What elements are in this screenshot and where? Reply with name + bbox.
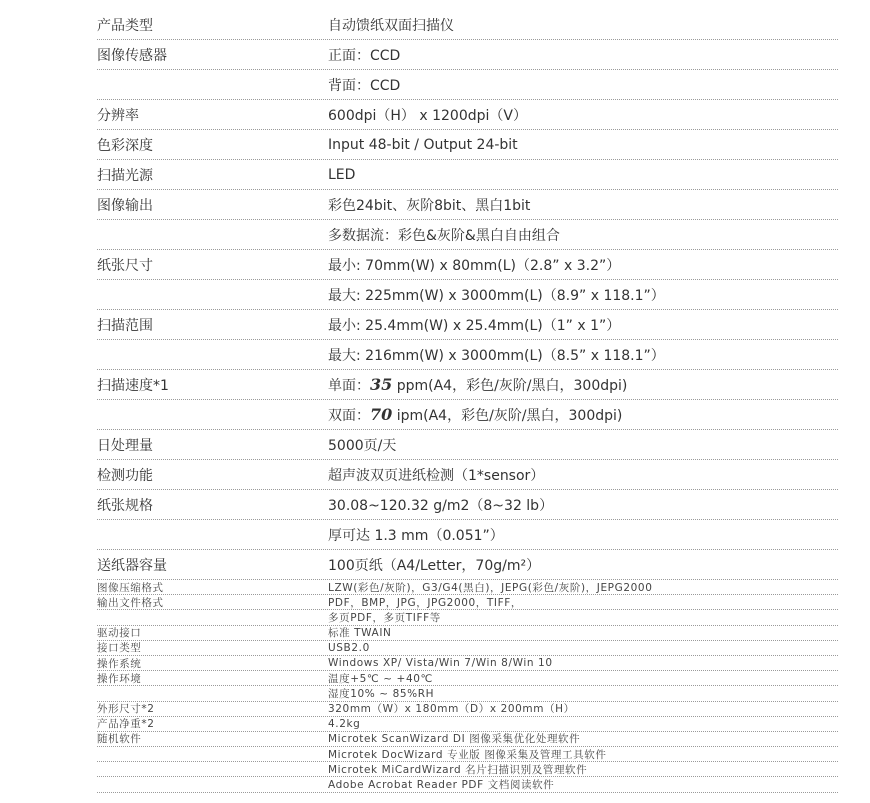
spec-row-small [97,641,838,656]
spec-value: 超声波双页进纸检测（1*sensor） [328,467,545,484]
spec-label: 日处理量 [97,437,153,454]
speed-prefix: 单面： [328,377,370,394]
spec-row [97,430,838,460]
spec-label: 随机软件 [97,733,142,746]
spec-value: 背面：CCD [328,77,401,94]
spec-value: PDF，BMP，JPG，JPG2000，TIFF， [328,596,522,609]
spec-row [97,220,838,250]
spec-label: 图像输出 [97,197,153,214]
spec-row-small [97,580,838,595]
spec-value: LED [328,166,356,183]
spec-row [97,130,838,160]
spec-label: 外形尺寸*2 [97,703,155,716]
spec-row [97,10,838,40]
spec-value: 320mm（W）x 180mm（D）x 200mm（H） [328,703,575,716]
spec-value: 最小: 70mm(W) x 80mm(L)（2.8” x 3.2”） [328,257,621,274]
spec-row-small [97,671,838,686]
spec-value: 厚可达 1.3 mm（0.051”） [328,527,504,544]
spec-label: 扫描范围 [97,317,153,334]
speed-suffix: ipm(A4，彩色/灰阶/黑白，300dpi) [392,407,623,424]
spec-value: Microtek DocWizard 专业版 图像采集及管理工具软件 [328,748,607,761]
spec-value: Input 48-bit / Output 24-bit [328,136,518,153]
spec-value: USB2.0 [328,641,370,654]
spec-label: 送纸器容量 [97,557,167,574]
spec-value: LZW(彩色/灰阶)，G3/G4(黑白)，JEPG(彩色/灰阶)，JEPG2000 [328,581,653,594]
spec-label: 产品净重*2 [97,718,155,731]
spec-value: 标准 TWAIN [328,627,392,640]
spec-value: Microtek MiCardWizard 名片扫描识别及管理软件 [328,763,588,776]
spec-label: 扫描速度*1 [97,377,169,394]
spec-row [97,190,838,220]
spec-label: 检测功能 [97,467,153,484]
speed-suffix: ppm(A4，彩色/灰阶/黑白，300dpi) [392,377,628,394]
spec-row [97,310,838,340]
spec-value: 彩色24bit、灰阶8bit、黑白1bit [328,197,531,214]
spec-label: 扫描光源 [97,167,153,184]
spec-label: 操作系统 [97,657,142,670]
spec-row-small [97,686,838,701]
spec-row [97,460,838,490]
spec-label: 输出文件格式 [97,596,164,609]
spec-row [97,340,838,370]
spec-row [97,40,838,70]
spec-row [97,250,838,280]
spec-label: 图像传感器 [97,47,167,64]
spec-value: 30.08~120.32 g/m2（8~32 lb） [328,497,554,514]
spec-label: 操作环境 [97,672,142,685]
spec-row-small [97,777,838,792]
spec-row-small [97,656,838,671]
spec-label: 驱动接口 [97,627,142,640]
spec-value: 多数据流：彩色&灰阶&黑白自由组合 [328,227,560,244]
spec-value: 4.2kg [328,717,361,730]
spec-label: 接口类型 [97,642,142,655]
spec-row [97,70,838,100]
spec-value: 温度+5℃ ~ +40℃ [328,672,433,685]
spec-value: 600dpi（H） x 1200dpi（V） [328,107,527,124]
spec-value: Adobe Acrobat Reader PDF 文档阅读软件 [328,779,555,792]
spec-row-small [97,732,838,747]
spec-row-small [97,595,838,610]
spec-value: 自动馈纸双面扫描仪 [328,17,454,34]
spec-row [97,160,838,190]
spec-value: 5000页/天 [328,437,397,454]
spec-value: 多页PDF，多页TIFF等 [328,611,441,624]
spec-value: 最大: 216mm(W) x 3000mm(L)（8.5” x 118.1”） [328,347,665,364]
speed-number: 70 [370,404,393,424]
spec-label: 纸张规格 [97,497,153,514]
spec-value [328,405,838,425]
spec-row [97,370,838,400]
spec-row [97,490,838,520]
spec-row [97,400,838,430]
spec-row-small [97,626,838,641]
spec-label: 纸张尺寸 [97,257,153,274]
spec-table [97,10,838,793]
spec-value [328,375,838,395]
spec-value: 正面：CCD [328,47,401,64]
spec-row-small [97,702,838,717]
spec-label: 色彩深度 [97,137,153,154]
spec-row [97,520,838,550]
spec-label: 图像压缩格式 [97,581,164,594]
spec-row-small [97,610,838,625]
spec-row [97,550,838,580]
spec-value: 最小: 25.4mm(W) x 25.4mm(L)（1” x 1”） [328,317,621,334]
speed-number: 35 [370,374,393,394]
spec-label: 产品类型 [97,17,153,34]
spec-value: Microtek ScanWizard DI 图像采集优化处理软件 [328,733,581,746]
spec-value: 湿度10% ~ 85%RH [328,687,435,700]
spec-value: Windows XP/ Vista/Win 7/Win 8/Win 10 [328,657,553,670]
spec-row [97,280,838,310]
spec-value: 100页纸（A4/Letter，70g/m²） [328,557,541,574]
spec-row-small [97,747,838,762]
spec-row [97,100,838,130]
spec-value: 最大: 225mm(W) x 3000mm(L)（8.9” x 118.1”） [328,287,665,304]
spec-row-small [97,717,838,732]
spec-label: 分辨率 [97,107,139,124]
speed-prefix: 双面： [328,407,370,424]
spec-row-small [97,762,838,777]
